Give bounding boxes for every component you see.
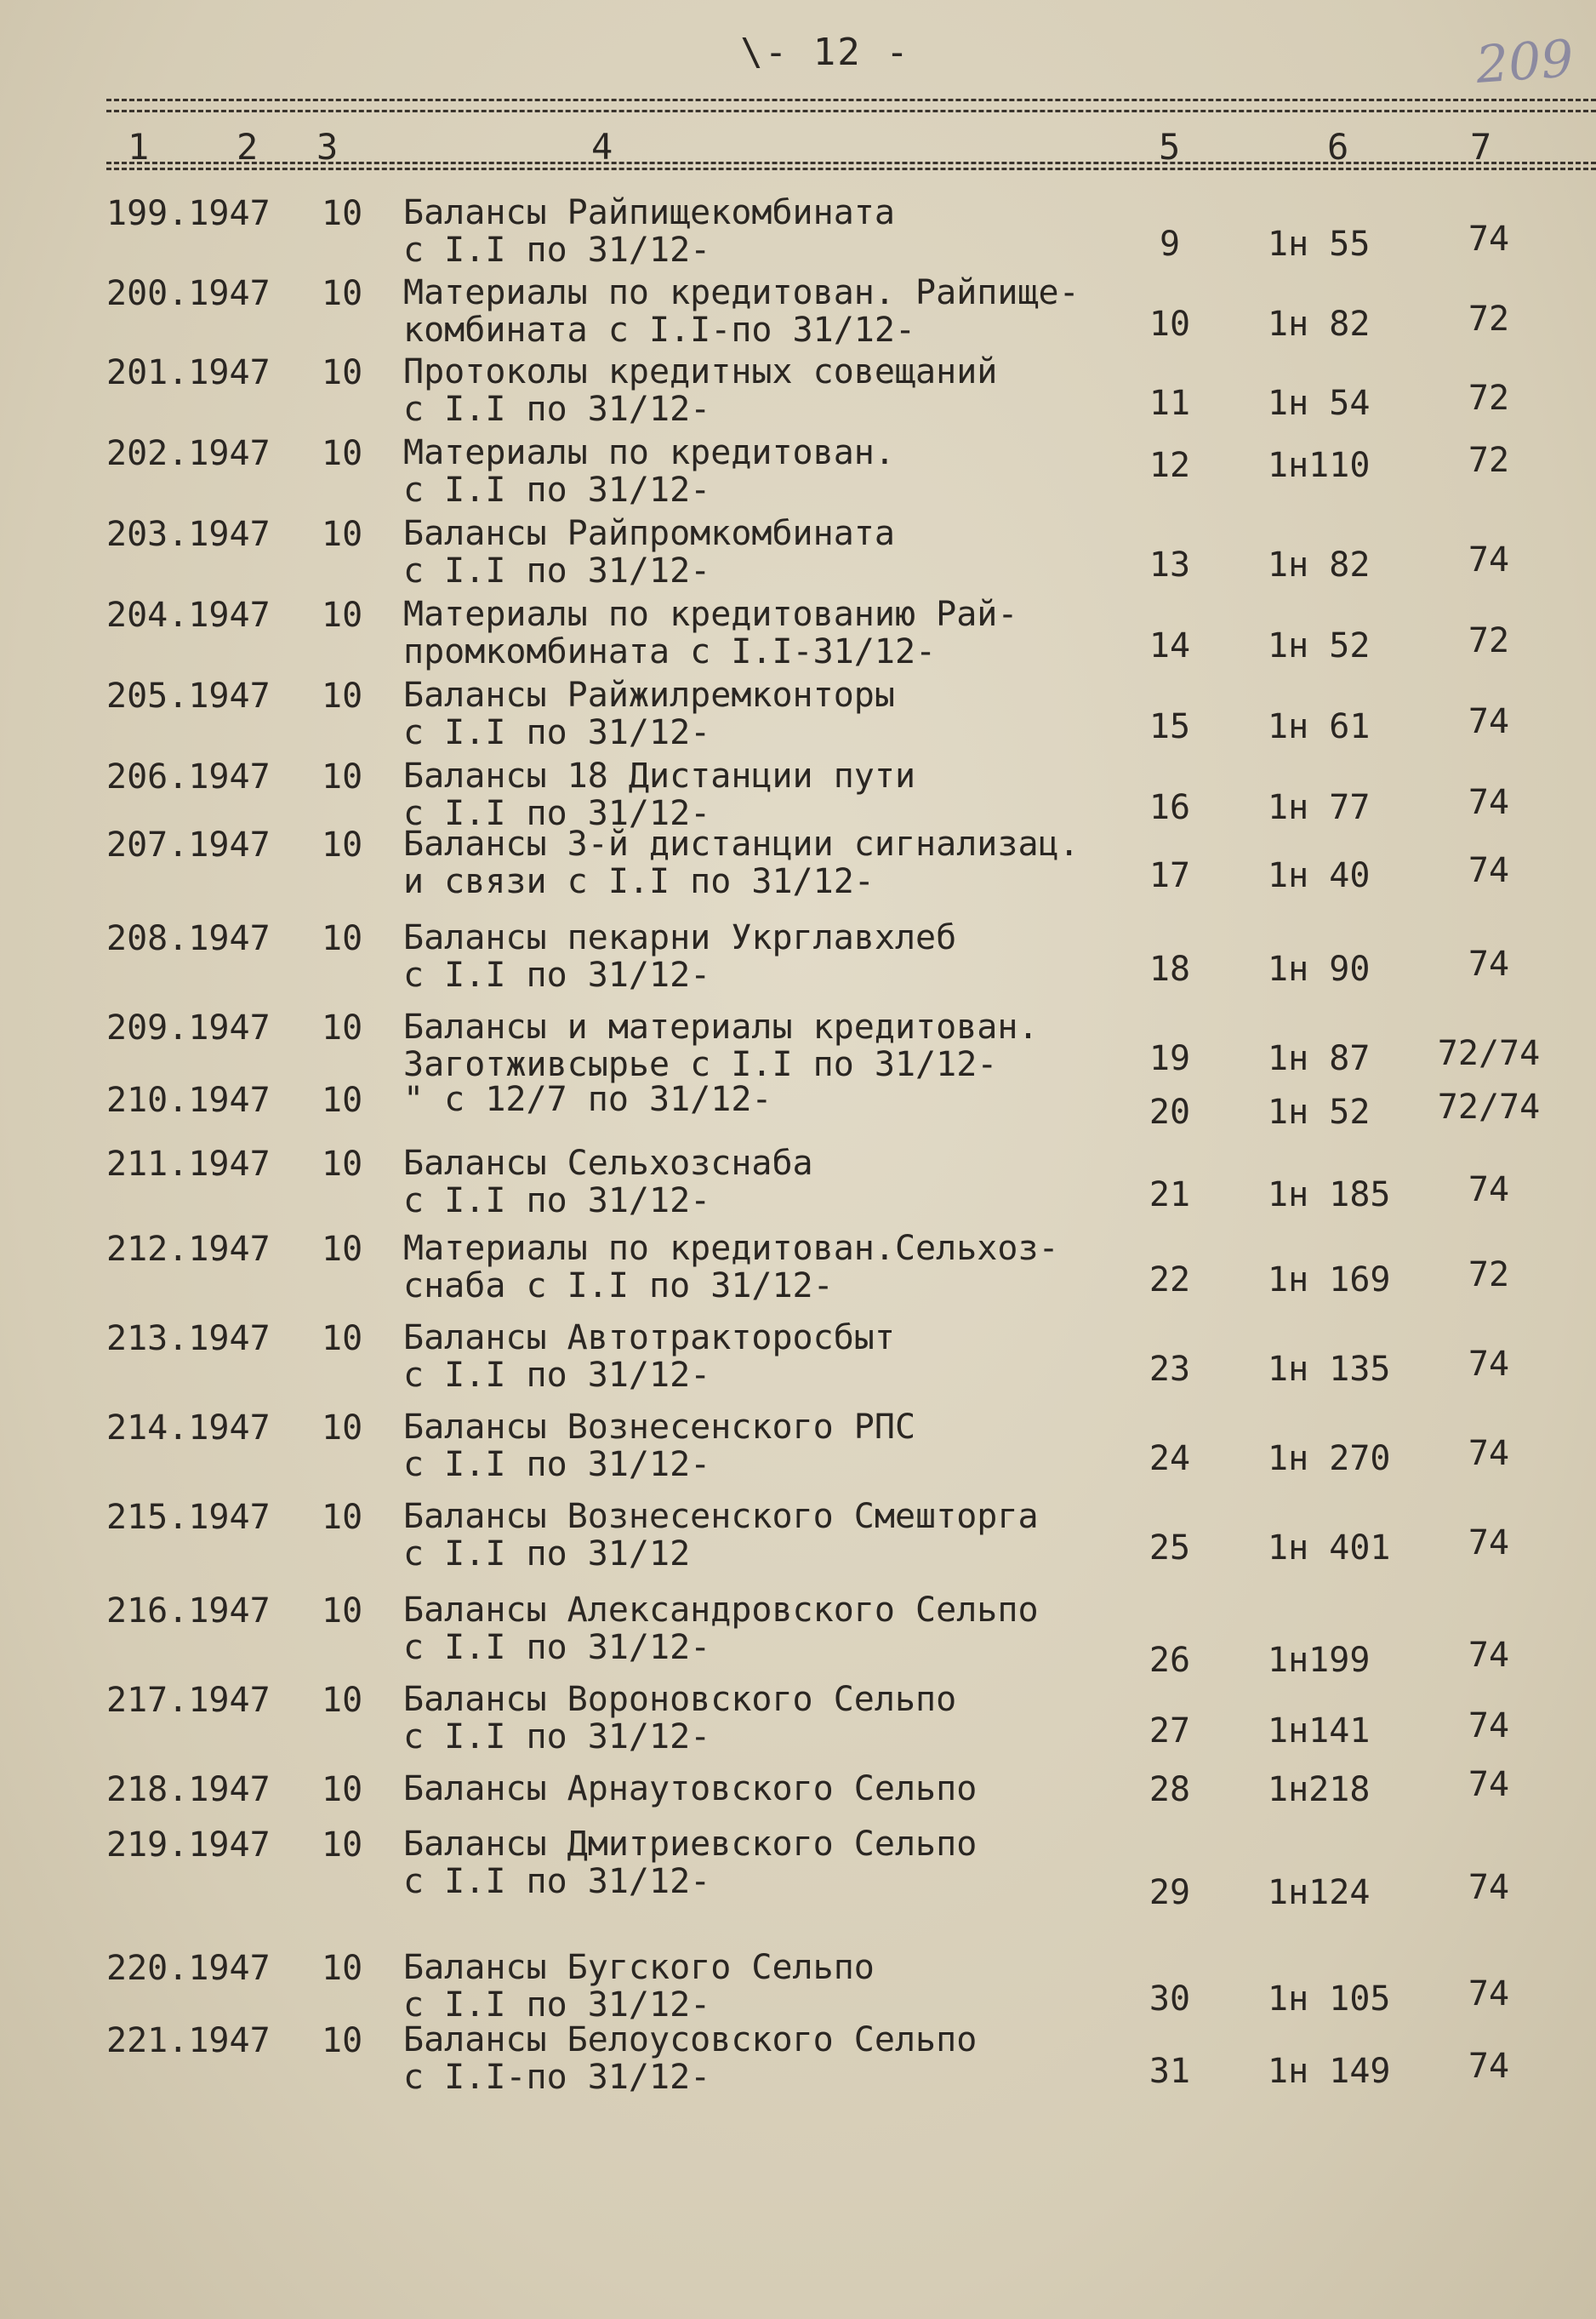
article-number: 74 (1468, 702, 1510, 741)
volume-count: 1н 61 (1268, 707, 1371, 746)
record-title-line: Материалы по кредитованию Рай- (403, 595, 1018, 634)
record-number: 199.1947 (106, 194, 271, 233)
record-title-line: с I.I по 31/12- (403, 956, 711, 995)
record-title-line: Балансы Автотракторосбыт (403, 1318, 895, 1357)
sheet-number: 12 (1149, 446, 1191, 485)
retention-term: 10 (322, 515, 363, 554)
volume-count: 1н 82 (1268, 545, 1371, 585)
article-number: 74 (1468, 220, 1510, 259)
article-number: 74 (1468, 1523, 1510, 1562)
retention-term: 10 (322, 919, 363, 958)
retention-term: 10 (322, 596, 363, 635)
sheet-number: 23 (1149, 1350, 1191, 1389)
record-number: 219.1947 (106, 1825, 271, 1865)
record-title-line: комбината с I.I-по 31/12- (403, 311, 916, 350)
retention-term: 10 (322, 1319, 363, 1358)
article-number: 74 (1468, 1434, 1510, 1473)
retention-term: 10 (322, 1825, 363, 1865)
sheet-number: 27 (1149, 1711, 1191, 1751)
column-header-6: 6 (1327, 126, 1349, 168)
record-title-line: с I.I по 31/12- (403, 713, 711, 752)
record-title-line: с I.I по 31/12- (403, 471, 711, 510)
retention-term: 10 (322, 2021, 363, 2060)
record-title-line: с I.I по 31/12- (403, 1445, 711, 1484)
retention-term: 10 (322, 677, 363, 716)
page-number: \- 12 - (740, 31, 910, 74)
record-title-line: Протоколы кредитных совещаний (403, 352, 998, 391)
volume-count: 1н 105 (1268, 1979, 1391, 2019)
sheet-number: 13 (1149, 545, 1191, 585)
record-title-line: промкомбината с I.I-31/12- (403, 632, 937, 671)
record-title-line: Балансы 3-й дистанции сигнализац. (403, 825, 1080, 864)
article-number: 74 (1468, 783, 1510, 822)
record-title (403, 596, 1017, 671)
record-title-line: с I.I-по 31/12- (403, 2058, 711, 2097)
column-header-5: 5 (1159, 126, 1181, 168)
record-number: 211.1947 (106, 1145, 271, 1184)
column-header-3: 3 (316, 126, 339, 168)
retention-term: 10 (322, 1591, 363, 1631)
record-title-line: Балансы Вороновского Сельпо (403, 1680, 957, 1719)
record-number: 207.1947 (106, 825, 271, 865)
article-number: 74 (1468, 1868, 1510, 1907)
record-title-line: с I.I по 31/12- (403, 1356, 711, 1395)
record-number: 218.1947 (106, 1770, 271, 1809)
record-title (403, 919, 956, 994)
retention-term: 10 (322, 194, 363, 233)
record-title-line: с I.I по 31/12- (403, 1717, 711, 1756)
retention-term: 10 (322, 1408, 363, 1448)
volume-count: 1н 401 (1268, 1528, 1391, 1568)
record-title-line: с I.I по 31/12- (403, 1985, 711, 2025)
sheet-number: 16 (1149, 788, 1191, 827)
record-title-line: с I.I по 31/12- (403, 390, 711, 429)
article-number: 72/74 (1437, 1034, 1541, 1073)
article-number: 72/74 (1437, 1088, 1541, 1127)
record-title-line: Балансы Бугского Сельпо (403, 1948, 875, 1987)
record-title-line: с I.I по 31/12- (403, 1181, 711, 1220)
record-title-line: снаба с I.I по 31/12- (403, 1266, 834, 1305)
record-number: 201.1947 (106, 353, 271, 392)
sheet-number: 21 (1149, 1175, 1191, 1214)
record-title-line: Балансы и материалы кредитован. (403, 1008, 1039, 1047)
record-title-line: Заготживсырье с I.I по 31/12- (403, 1045, 998, 1084)
record-title-line: Материалы по кредитован. (403, 433, 895, 472)
record-number: 202.1947 (106, 434, 271, 473)
record-number: 213.1947 (106, 1319, 271, 1358)
article-number: 74 (1468, 1170, 1510, 1209)
article-number: 72 (1468, 441, 1510, 480)
sheet-number: 17 (1149, 856, 1191, 895)
record-title-line: Материалы по кредитован. Райпище- (403, 273, 1080, 312)
record-title (403, 434, 895, 509)
record-title (403, 515, 895, 590)
article-number: 74 (1468, 1765, 1510, 1804)
sheet-number: 11 (1149, 384, 1191, 423)
record-title-line: Балансы Белоусовского Сельпо (403, 2020, 978, 2059)
volume-count: 1н 149 (1268, 2052, 1391, 2091)
record-title (403, 1008, 1039, 1083)
record-title (403, 274, 1080, 349)
sheet-number: 18 (1149, 950, 1191, 989)
column-header-7: 7 (1470, 126, 1492, 168)
volume-count: 1н 135 (1268, 1350, 1391, 1389)
sheet-number: 14 (1149, 626, 1191, 665)
volume-count: 1н218 (1268, 1770, 1371, 1809)
record-number: 214.1947 (106, 1408, 271, 1448)
record-title (403, 757, 915, 832)
article-number: 72 (1468, 1255, 1510, 1294)
sheet-number: 19 (1149, 1039, 1191, 1078)
record-title-line: Балансы Райжилремконторы (403, 676, 895, 715)
record-title-line: Балансы Арнаутовского Сельпо (403, 1769, 978, 1808)
record-number: 215.1947 (106, 1498, 271, 1537)
article-number: 74 (1468, 1345, 1510, 1384)
record-title-line: с I.I по 31/12- (403, 794, 711, 833)
record-number: 221.1947 (106, 2021, 271, 2060)
article-number: 72 (1468, 300, 1510, 339)
volume-count: 1н 55 (1268, 225, 1371, 264)
record-title-line: Балансы Дмитриевского Сельпо (403, 1825, 978, 1864)
volume-count: 1н110 (1268, 446, 1371, 485)
record-number: 200.1947 (106, 274, 271, 313)
volume-count: 1н124 (1268, 1873, 1371, 1912)
record-title (403, 1145, 813, 1219)
record-title (403, 1498, 1039, 1573)
volume-count: 1н 77 (1268, 788, 1371, 827)
record-number: 220.1947 (106, 1949, 271, 1988)
record-title (403, 1230, 1059, 1305)
volume-count: 1н 169 (1268, 1260, 1391, 1299)
article-number: 74 (1468, 540, 1510, 580)
record-title (403, 1319, 895, 1394)
retention-term: 10 (322, 1498, 363, 1537)
volume-count: 1н 185 (1268, 1175, 1391, 1214)
record-title (403, 1591, 1039, 1666)
retention-term: 10 (322, 1770, 363, 1809)
record-title-line: с I.I по 31/12 (403, 1534, 691, 1574)
record-title-line: и связи с I.I по 31/12- (403, 862, 875, 901)
record-title (403, 2021, 977, 2096)
retention-term: 10 (322, 1949, 363, 1988)
article-number: 74 (1468, 851, 1510, 890)
record-title-line: Материалы по кредитован.Сельхоз- (403, 1229, 1059, 1268)
volume-count: 1н 54 (1268, 384, 1371, 423)
column-header-1: 1 (128, 126, 150, 168)
retention-term: 10 (322, 1081, 363, 1120)
record-title (403, 1081, 772, 1118)
article-number: 72 (1468, 621, 1510, 660)
record-title-line: Балансы Вознесенского РПС (403, 1408, 916, 1447)
record-number: 208.1947 (106, 919, 271, 958)
retention-term: 10 (322, 1008, 363, 1048)
record-title-line: с I.I по 31/12- (403, 1862, 711, 1901)
retention-term: 10 (322, 1681, 363, 1720)
record-title (403, 1825, 977, 1900)
sheet-number: 30 (1149, 1979, 1191, 2019)
record-number: 204.1947 (106, 596, 271, 635)
record-title (403, 353, 997, 428)
record-title (403, 1770, 977, 1808)
record-title (403, 825, 1080, 900)
sheet-number: 25 (1149, 1528, 1191, 1568)
record-number: 216.1947 (106, 1591, 271, 1631)
record-title-line: Балансы Вознесенского Смешторга (403, 1497, 1039, 1536)
sheet-number: 29 (1149, 1873, 1191, 1912)
sheet-number: 22 (1149, 1260, 1191, 1299)
article-number: 74 (1468, 2047, 1510, 2086)
retention-term: 10 (322, 353, 363, 392)
volume-count: 1н 40 (1268, 856, 1371, 895)
record-title-line: с I.I по 31/12- (403, 231, 711, 270)
sheet-number: 15 (1149, 707, 1191, 746)
column-header-4: 4 (591, 126, 613, 168)
sheet-number: 31 (1149, 2052, 1191, 2091)
article-number: 74 (1468, 945, 1510, 984)
sheet-number: 26 (1149, 1641, 1191, 1680)
article-number: 72 (1468, 379, 1510, 418)
record-title-line: Балансы пекарни Укрглавхлеб (403, 918, 957, 957)
record-number: 217.1947 (106, 1681, 271, 1720)
volume-count: 1н 82 (1268, 305, 1371, 344)
sheet-number: 20 (1149, 1093, 1191, 1132)
article-number: 74 (1468, 1706, 1510, 1745)
record-title-line: Балансы Райпищекомбината (403, 193, 895, 232)
retention-term: 10 (322, 434, 363, 473)
record-title-line: " с 12/7 по 31/12- (403, 1080, 772, 1119)
record-title (403, 677, 895, 751)
record-number: 203.1947 (106, 515, 271, 554)
volume-count: 1н 52 (1268, 1093, 1371, 1132)
record-title-line: с I.I по 31/12- (403, 551, 711, 591)
record-number: 212.1947 (106, 1230, 271, 1269)
record-title-line: Балансы 18 Дистанции пути (403, 757, 916, 796)
volume-count: 1н 270 (1268, 1439, 1391, 1478)
retention-term: 10 (322, 1145, 363, 1184)
retention-term: 10 (322, 274, 363, 313)
retention-term: 10 (322, 757, 363, 797)
volume-count: 1н141 (1268, 1711, 1371, 1751)
record-title (403, 1681, 956, 1756)
archive-page-mark: 209 (1473, 29, 1576, 95)
record-title (403, 194, 895, 269)
record-number: 206.1947 (106, 757, 271, 797)
record-number: 210.1947 (106, 1081, 271, 1120)
sheet-number: 28 (1149, 1770, 1191, 1809)
record-title (403, 1408, 915, 1483)
column-header-2: 2 (237, 126, 259, 168)
record-title-line: с I.I по 31/12- (403, 1628, 711, 1667)
article-number: 74 (1468, 1636, 1510, 1675)
record-title-line: Балансы Александровского Сельпо (403, 1591, 1039, 1630)
record-number: 209.1947 (106, 1008, 271, 1048)
volume-count: 1н 87 (1268, 1039, 1371, 1078)
record-number: 205.1947 (106, 677, 271, 716)
volume-count: 1н 90 (1268, 950, 1371, 989)
volume-count: 1н 52 (1268, 626, 1371, 665)
sheet-number: 9 (1159, 225, 1181, 264)
sheet-number: 24 (1149, 1439, 1191, 1478)
article-number: 74 (1468, 1974, 1510, 2013)
retention-term: 10 (322, 825, 363, 865)
record-title-line: Балансы Райпромкомбината (403, 514, 895, 553)
volume-count: 1н199 (1268, 1641, 1371, 1680)
retention-term: 10 (322, 1230, 363, 1269)
record-title-line: Балансы Сельхозснаба (403, 1144, 813, 1183)
record-title (403, 1949, 875, 2024)
sheet-number: 10 (1149, 305, 1191, 344)
